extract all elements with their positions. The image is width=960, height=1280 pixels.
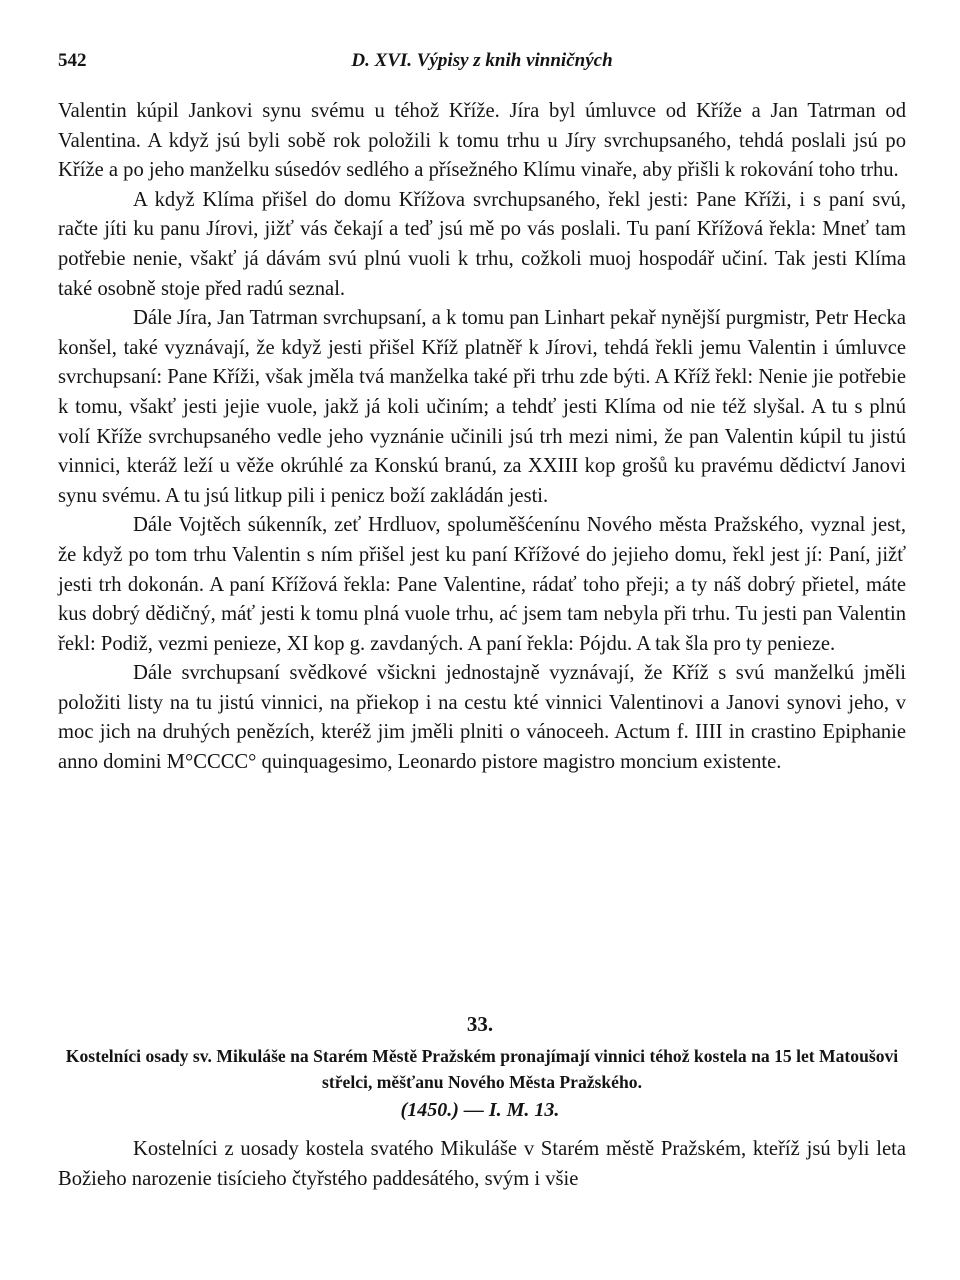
paragraph-2: A když Klíma přišel do domu Křížova svrchupsaného, řekl jesti: Pane Kříži, i s paní svú, račte jíti ku panu Jírovi, jižť vás čekají a teď jsú mě po vás poslali. Tu paní Křížová řekla: Mneť tam potřebie nenie, všakť já dávám svú plnú vuoli k trhu, cožkoli muoj hospodář učiní. Tak jesti Klíma také osobně stoje před radú seznal. xyxy=(58,188,906,300)
body-text xyxy=(58,97,906,778)
page-number: 542 xyxy=(58,50,87,71)
paragraph-3: Dále Jíra, Jan Tatrman svrchupsaní, a k tomu pan Linhart pekař nynější purgmistr, Petr Hecka konšel, také vyznávají, že když jesti přišel Kříž platněř k Jírovi, tehdá řekli jemu Valentin i úmluvce svrchupsaní: Pane Kříži, však jměla tvá manželka také při trhu zde býti. A Kříž řekl: Nenie jie potřebie k tomu, všakť jesti jejie vuole, jakž já koli učiním; a tehdť jesti Klíma od nie též slyšal. A tu s plnú volí Kříže svrchupsaného vedle jeho vyznánie učinili jsú trh mezi nimi, že pan Valentin kúpil tu jistú vinnici, kteráž leží u věže okrúhlé za Konskú branú, za XXIII kop grošů ku pravému dědictví Janovi synu svému. A tu jsú litkup pili i penicz boží zakládán jesti. xyxy=(58,307,906,507)
paragraph-4: Dále Vojtěch súkenník, zeť Hrdluov, spoluměšćenínu Nového města Pražského, vyznal jest, že když po tom trhu Valentin s ním přišel jest ku paní Křížové do jejieho domu, řekl jest jí: Paní, jižť jesti trh dokonán. A paní Křížová řekla: Pane Valentine, rádať toho přeji; a ty náš dobrý přietel, máte kus dobrý dědičný, máť jesti k tomu plná vuole trhu, ać jsem tam nebyla při trhu. Tu jesti pan Valentin řekl: Podiž, vezmi penieze, XI kop g. zavdaných. A paní řekla: Pójdu. A tak šla pro ty penieze. xyxy=(58,514,906,655)
document-opening-text xyxy=(58,1135,906,1194)
document-regest: Kostelníci osady sv. Mikuláše na Starém Městě Pražském pronajímají vinnici téhož kostela na 15 let Matoušovi střelci, měšťanu Nového Města Pražského. xyxy=(65,1046,899,1092)
page-header xyxy=(58,50,906,76)
document-dating: (1450.) — I. M. 13. xyxy=(400,1099,560,1121)
document-number: 33. xyxy=(466,1012,494,1036)
paragraph-1: Valentin kúpil Jankovi synu svému u téhož Kříže. Jíra byl úmluvce od Kříže a Jan Tatrman od Valentina. A když jsú byli sobě rok položili k tomu trhu u Jíry svrchupsaného, tehdá poslali jsú po Kříže a po jeho manželku súsedóv sedlého a přísežného Klímu vinaře, aby přišli k rokování toho trhu. xyxy=(58,100,906,182)
opening-paragraph: Kostelníci z uosady kostela svatého Mikuláše v Starém městě Pražském, kteříž jsú byli leta Božieho narozenie tisícieho čtyřstého paddesátého, svým i všie xyxy=(58,1138,906,1190)
paragraph-5: Dále svrchupsaní svědkové všickni jednostajně vyznávají, že Kříž s svú manželkú jměli položiti listy na tu jistú vinnici, na přiekop i na cestu kté vinnici Valentinovi a Janovi synovi jeho, v moc jich na druhých penězích, kteréž jim jměli plniti o vánoceeh. Actum f. IIII in crastino Epiphanie anno domini M°CCCC° quinquagesimo, Leonardo pistore magistro moncium existente. xyxy=(58,662,906,774)
running-title: D. XVI. Výpisy z knih vinničných xyxy=(351,50,613,71)
